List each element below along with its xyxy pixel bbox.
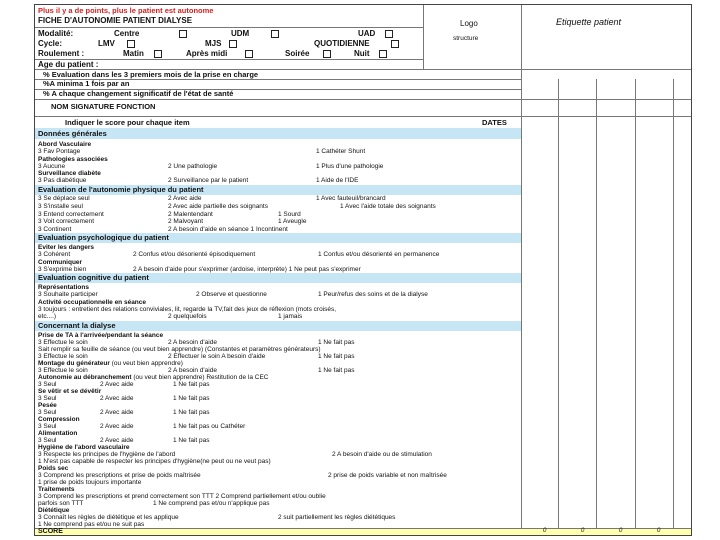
label-hygiene: Hygiène de l'abord vasculaire [38,444,130,451]
soiree-checkbox[interactable] [323,50,331,58]
patient-label-area: Etiquette patient [556,17,622,27]
band-donnees [35,128,521,139]
score-col-2[interactable]: 0 [581,528,585,534]
instructions: Indiquer le score pour chaque item [65,118,190,127]
label-se-vetir: Se vêtir et se dévêtir [38,388,102,395]
section-autonomie-physique: Evaluation de l'autonomie physique du patient [38,185,204,194]
centre-checkbox[interactable] [179,30,187,38]
section-psychologique: Evaluation psychologique du patient [38,233,169,242]
label-feuille: Sait remplir sa feuille de séance (ou veut bien apprendre) (Constantes et paramètres générateurs) [38,346,321,353]
label-debranchement: Autonomie au débranchement (ou veut bien apprendre) Restitution de la CEC [38,374,269,381]
label-prise-ta: Prise de TA à l'arrivée/pendant la séance [38,332,164,339]
evaluation-line-2: %A minima 1 fois par an [43,79,130,88]
logo-placeholder: Logo [460,19,478,28]
autonomy-note: Plus il y a de points, plus le patient est autonome [38,6,214,15]
label-pesee: Pesée [38,402,57,409]
patient-age-field[interactable]: Age du patient : [38,60,99,69]
nuit-checkbox[interactable] [379,50,387,58]
section-dialyse: Concernant la dialyse [38,321,116,330]
label-activite: Activité occupationnelle en séance [38,299,147,306]
apres-midi-checkbox[interactable] [245,50,253,58]
score-col-3[interactable]: 0 [619,528,623,534]
lmv-checkbox[interactable] [127,40,135,48]
label-dietetique: Diététique [38,507,70,514]
label-surveillance: Surveillance diabète [38,170,101,177]
cycle-row: Cycle: LMV MJS QUOTIDIENNE [38,39,62,48]
label-abord-vasculaire: Abord Vasculaire [38,141,92,148]
mjs-checkbox[interactable] [229,40,237,48]
label-compression: Compression [38,416,80,423]
label-montage: Montage du générateur (ou veut bien apprendre) [38,360,183,367]
modality-row: Modalité: Centre UDM UAD [38,29,73,38]
section-donnees-generales: Données générales [38,129,107,138]
score-label: SCORE [38,528,63,535]
signature-row: NOM SIGNATURE FONCTION [51,102,156,111]
matin-checkbox[interactable] [154,50,162,58]
label-poids-sec: Poids sec [38,465,69,472]
label-pathologies: Pathologies associées [38,156,108,163]
label-communiquer: Communiquer [38,259,83,266]
quotidienne-checkbox[interactable] [391,40,399,48]
form-title: FICHE D'AUTONOMIE PATIENT DIALYSE [38,16,193,25]
dates-header: DATES [482,118,507,127]
uad-checkbox[interactable] [385,30,393,38]
score-col-1[interactable]: 0 [543,528,547,534]
label-alimentation: Alimentation [38,430,78,437]
label-eviter-dangers: Eviter les dangers [38,244,94,251]
evaluation-line-1: % Evaluation dans les 3 premiers mois de la prise en charge [43,70,259,79]
evaluation-line-3: % A chaque changement significatif de l'état de santé [43,89,234,98]
rotation-row: Roulement : Matin Après midi Soirée Nuit [38,49,84,58]
label-traitements: Traitements [38,486,75,493]
score-row [35,528,692,536]
section-cognitive: Evaluation cognitive du patient [38,273,149,282]
structure-label: structure [453,35,479,42]
autonomy-form-sheet: Plus il y a de points, plus le patient est autonome FICHE D'AUTONOMIE PATIENT DIALYSE Logo structure Etiquette patient Modalité: Centre UDM UAD Cycle: LMV MJS QUOTIDIENNE Roulement : Matin Après midi Soirée Nuit Age du patient : % Evaluation dans les 3 premiers mois de la prise en charge %A minima 1 fois par an % A chaque changement significatif de l'état de santé NOM SIGNATURE FONCTION Indiquer le score pour chaque item DATES Données générales Abord Vasculaire 3 Fav Pontage 1 Cathéter Shunt Pathologies associées 3 Aucune 2 Une pathologie 1 Plus d'une pathologie Surveillance diabète 3 Pas diabétique 2 Surveillance par le patient 1 Aide de l'IDE Evaluation de l'autonomie physique du patient 3 Se déplace seul 2 Avec aide 1 Avec fauteuil/brancard 3 S'installe seul 2 Avec aide partielle des soignants 1 Avec l'aide totale des soignants 3 Entend correctement 2 Malentendant 1 Sourd 3 Voit correctement 2 Malvoyant 1 Aveugle 3 Continent 2 A besoin d'aide en séance 1 Incontinent Evaluation psychologique du patient Eviter les dangers 3 Cohérent 2 Confus et/ou désorienté épisodiquement 1 Confus et/ou désorienté en permanence Communiquer 3 S'exprime bien 2 A besoin d'aide pour s'exprimer (ardoise, interprète) 1 Ne peut pas s'exprimer Evaluation cognitive du patient Représentations 3 Souhaite participer 2 Observe et questionne 1 Peur/refus des soins et de la dialyse Activité occupationnelle en séance 3 toujours : entretient des relations conviviales, lit, regarde la TV,fait des jeux de réflexion (mots croisés, etc....) 2 quelquefois 1 jamais Concernant la dialyse Prise de TA à l'arrivée/pendant la séance 3 Effectue le soin 2 A besoin d'aide 1 Ne fait pas Sait remplir sa feuille de séance (ou veut bien apprendre) (Constantes et paramètres générateurs) 3 Effectue le soin 2 Effectuer le soin A besoin d'aide 1 Ne fait pas Montage du générateur (ou veut bien apprendre) 3 Effectue le soin 2 A besoin d'aide 1 Ne fait pas Autonomie au débranchement (ou veut bien apprendre) Restitution de la CEC 3 Seul 2 Avec aide 1 Ne fait pas Se vêtir et se dévêtir 3 Seul 2 Avec aide 1 Ne fait pas Pesée 3 Seul 2 Avec aide 1 Ne fait pas Compression 3 Seul 2 Avec aide 1 Ne fait pas ou Cathéter Alimentation 3 Seul 2 Avec aide 1 Ne fait pas Hygiène de l'abord vasculaire 3 Respecte les principes de l'hygiène de l'abord 2 A besoin d'aide ou de stimulation 1 N'est pas capable de respecter les principes d'hygiène(ne peut ou ne veut pas) Poids sec 3 Comprend les prescriptions et prise de poids maîtrisée 2 prise de poids variable et non maîtrisée 1 prise de poids toujours importante Traitements 3 Comprend les prescriptions et prend correctement son TTT 2 Comprend partiellement et/ou oublie parfois son TTT 1 Ne comprend pas et/ou n'applique pas Diététique 3 Connaît les règles de diététique et les applique 2 suit partiellement les règles diététiques 1 Ne comprend pas et/ou ne suit pas SCORE 0 0 0 0 [34,4,692,536]
udm-checkbox[interactable] [271,30,279,38]
label-representations: Représentations [38,284,89,291]
score-col-4[interactable]: 0 [657,528,661,534]
